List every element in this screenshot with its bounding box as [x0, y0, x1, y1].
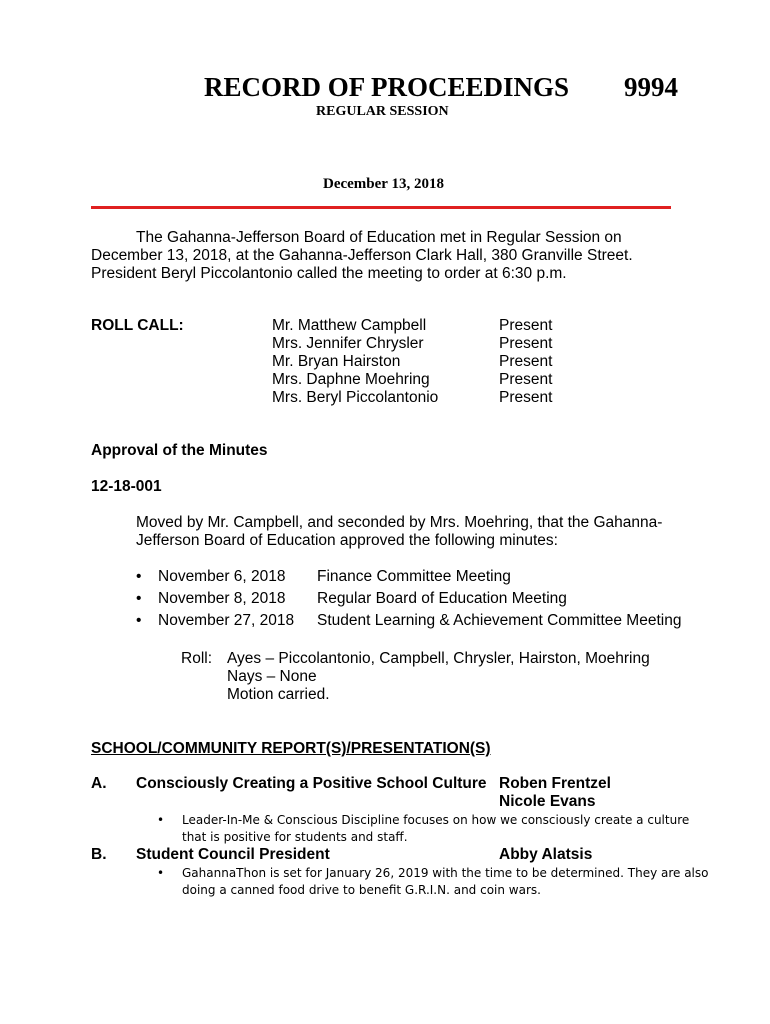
intro-line: December 13, 2018, at the Gahanna-Jefferson Clark Hall, 380 Granville Street. [91, 247, 633, 264]
note-line: GahannaThon is set for January 26, 2019 with the time to be determined. They are also [182, 866, 709, 880]
intro-line: President Beryl Piccolantonio called the meeting to order at 6:30 p.m. [91, 265, 567, 282]
roll-call-label: ROLL CALL: [91, 317, 184, 334]
header-divider [91, 206, 671, 209]
bullet-icon: • [136, 590, 142, 607]
note-line: doing a canned food drive to benefit G.R.I.N. and coin wars. [182, 883, 541, 897]
minutes-meeting: Finance Committee Meeting [317, 568, 511, 585]
motion-number: 12-18-001 [91, 478, 162, 495]
vote-ayes: Ayes – Piccolantonio, Campbell, Chrysler, Hairston, Moehring [227, 650, 650, 667]
vote-nays: Nays – None [227, 668, 317, 685]
roll-call-names [272, 317, 438, 407]
intro-paragraph [91, 229, 691, 283]
report-title: Student Council President [136, 846, 330, 863]
meeting-date: December 13, 2018 [323, 176, 444, 192]
report-presenter: Roben Frentzel [499, 775, 611, 792]
report-presenter: Abby Alatsis [499, 846, 593, 863]
member-status: Present [499, 371, 553, 388]
note-line: Leader-In-Me & Conscious Discipline focuses on how we consciously create a culture [182, 813, 690, 827]
minutes-date: November 27, 2018 [158, 612, 295, 629]
bullet-icon: • [136, 612, 142, 629]
member-status: Present [499, 389, 553, 406]
member-name: Mrs. Beryl Piccolantonio [272, 389, 439, 406]
member-name: Mrs. Daphne Moehring [272, 371, 430, 388]
minutes-date: November 6, 2018 [158, 568, 286, 585]
member-name: Mrs. Jennifer Chrysler [272, 335, 424, 352]
member-name: Mr. Matthew Campbell [272, 317, 427, 334]
member-status: Present [499, 335, 553, 352]
approval-heading: Approval of the Minutes [91, 442, 268, 459]
vote-label: Roll: [181, 650, 213, 667]
report-letter: B. [91, 846, 107, 863]
session-type: REGULAR SESSION [316, 104, 449, 119]
minutes-date: November 8, 2018 [158, 590, 286, 607]
roll-call-statuses [499, 317, 552, 407]
motion-line: Moved by Mr. Campbell, and seconded by Mrs. Moehring, that the Gahanna- [136, 514, 663, 531]
motion-line: Jefferson Board of Education approved the following minutes: [136, 532, 558, 549]
bullet-icon: • [136, 568, 142, 585]
bullet-icon: • [157, 813, 165, 827]
member-name: Mr. Bryan Hairston [272, 353, 401, 370]
report-title: Consciously Creating a Positive School Culture [136, 775, 487, 792]
motion-text [136, 514, 662, 550]
minutes-meeting: Student Learning & Achievement Committee Meeting [317, 612, 682, 629]
member-status: Present [499, 353, 553, 370]
page-number: 9994 [624, 72, 678, 102]
reports-heading: SCHOOL/COMMUNITY REPORT(S)/PRESENTATION(S) [91, 740, 491, 757]
document-title: RECORD OF PROCEEDINGS [204, 72, 570, 102]
bullet-icon: • [157, 866, 165, 880]
report-presenter: Nicole Evans [499, 793, 596, 810]
member-status: Present [499, 317, 553, 334]
minutes-meeting: Regular Board of Education Meeting [317, 590, 567, 607]
note-line: that is positive for students and staff. [182, 830, 408, 844]
report-letter: A. [91, 775, 107, 792]
vote-result: Motion carried. [227, 686, 330, 703]
intro-line: The Gahanna-Jefferson Board of Education met in Regular Session on [136, 229, 622, 246]
